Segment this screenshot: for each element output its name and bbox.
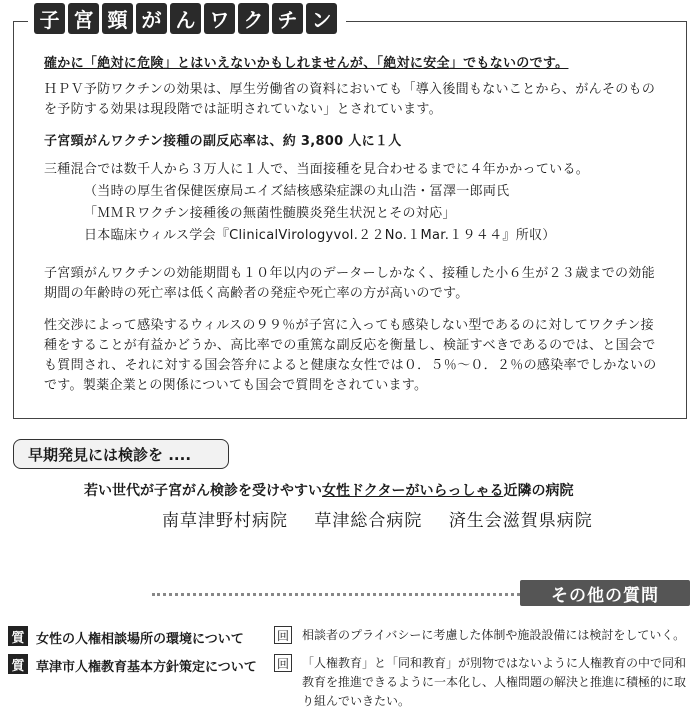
title-char: チ xyxy=(272,3,303,34)
question-2: 草津市人権教育基本方針策定について xyxy=(36,660,257,675)
citation-line-1: （当時の厚生省保健医療局エイズ結核感染症課の丸山浩・冨澤一郎両氏 xyxy=(84,184,510,199)
citation-line-3: 日本臨床ウィルス学会『ClinicalVirologyvol.２２No.１Mar.１９４４』所収） xyxy=(84,228,556,243)
title-char: 子 xyxy=(34,3,65,34)
heading-side-effect-rate: 子宮頸がんワクチン接種の副反応率は、約 3,800 人に１人 xyxy=(44,134,402,149)
title-char: 宮 xyxy=(68,3,99,34)
title-char: 頸 xyxy=(102,3,133,34)
paragraph-dtp-comparison: 三種混合では数千人から３万人に１人で、当面接種を見合わせるまでに４年かかっている。 xyxy=(44,162,590,177)
heading-safety: 確かに「絶対に危険」とはいえないかもしれませんが、「絶対に安全」でもないのです。 xyxy=(44,56,569,71)
screening-text-pre: 若い世代が子宮がん検診を受けやすい xyxy=(84,483,322,499)
section-title xyxy=(28,3,346,35)
question-icon: 質 xyxy=(8,654,28,674)
answer-icon: 回 xyxy=(274,654,292,672)
paragraph-hpv-effect: ＨＰＶ予防ワクチンの効果は、厚生労働省の資料においても「導入後間もないことから、がんそのものを予防する効果は現段階では証明されていない」とされています。 xyxy=(44,82,656,117)
paragraph-efficacy-period: 子宮頸がんワクチンの効能期間も１０年以内のデーターしかなく、接種した小６生が２３歳までの効能期間の年齢時の死亡率は低く高齢者の発症や死亡率の方が高いのです。 xyxy=(44,266,655,301)
question-1: 女性の人権相談場所の環境について xyxy=(36,632,244,647)
hospital-item: 済生会滋賀県病院 xyxy=(448,511,593,531)
screening-bubble: 早期発見には検診を .... xyxy=(13,439,229,469)
citation-line-2: 「ＭＭＲワクチン接種後の無菌性髄膜炎発生状況とその対応」 xyxy=(84,206,456,221)
title-char: ワ xyxy=(204,3,235,34)
hospital-item: 草津総合病院 xyxy=(314,511,423,531)
answer-icon: 回 xyxy=(274,626,292,644)
title-char: が xyxy=(136,3,167,34)
screening-text-underlined: 女性ドクターがいらっしゃる xyxy=(322,483,504,499)
answer-2: 「人権教育」と「同和教育」が別物ではないように人権教育の中で同和教育を推進できるように一本化し、人権問題の解決と推進に積極的に取り組んでいきたい。 xyxy=(302,656,687,708)
title-char: ん xyxy=(170,3,201,34)
question-icon: 質 xyxy=(8,626,28,646)
screening-text-post: 近隣の病院 xyxy=(503,483,574,499)
screening-recommendation xyxy=(84,480,573,500)
answer-1: 相談者のプライバシーに考慮した体制や施設設備には検討をしていく。 xyxy=(302,628,686,642)
title-char: ク xyxy=(238,3,269,34)
dotted-divider xyxy=(152,593,520,596)
other-questions-title: その他の質問 xyxy=(520,580,690,606)
paragraph-infection-rate: 性交渉によって感染するウィルスの９９％が子宮に入っても感染しない型であるのに対してワクチン接種をすることが有益かどうか、高比率での重篤な副反応を衡量し、検証すべきであるのでは、と国会でも質問され、それに対する国会答弁によると健康な女性では０．５％〜０．２％の感染率でしかないのです。製薬企業との関係についても国会で質問をされています。 xyxy=(44,318,657,393)
hospital-list xyxy=(162,506,613,531)
title-char: ン xyxy=(306,3,337,34)
hospital-item: 南草津野村病院 xyxy=(162,511,288,531)
